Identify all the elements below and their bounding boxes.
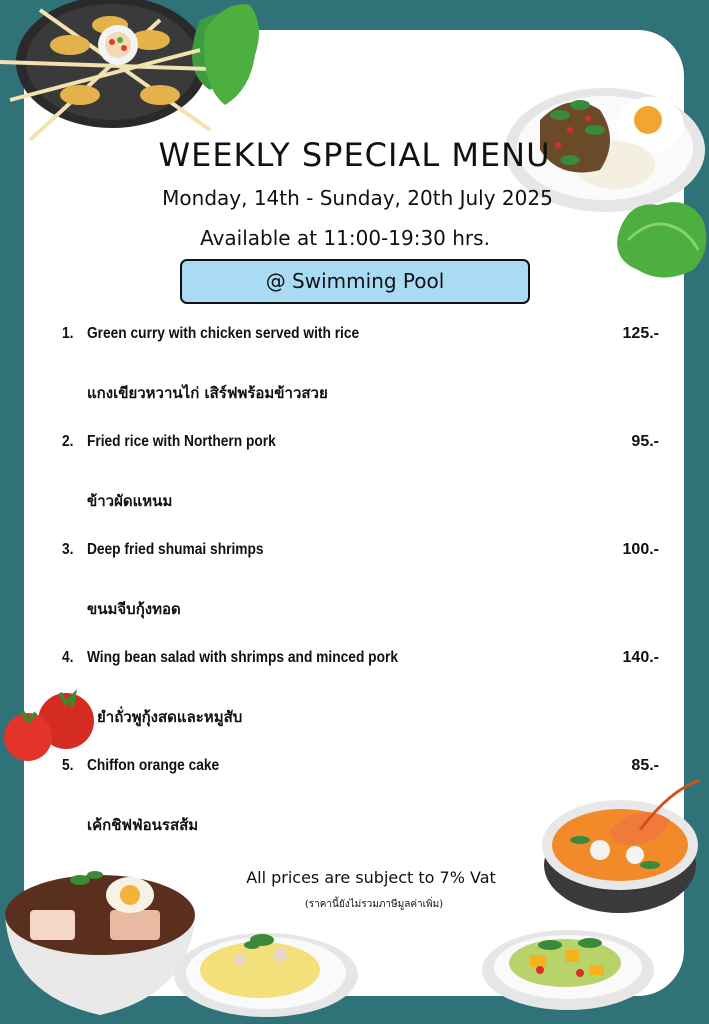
item-number: 5. [62, 757, 74, 774]
fried-rice-plate-illustration [170, 915, 365, 1020]
green-curry-plate-illustration [480, 915, 660, 1015]
item-price: 95.- [631, 433, 659, 450]
item-price: 85.- [631, 757, 659, 774]
item-thai-name: แกงเขียวหวานไก่ เสิร์ฟพร้อมข้าวสวย [87, 384, 328, 402]
menu-item-5 [62, 757, 576, 781]
item-name: Deep fried shumai shrimps [86, 541, 264, 558]
tomatoes-illustration [0, 685, 100, 765]
date-range: Monday, 14th - Sunday, 20th July 2025 [162, 186, 553, 210]
item-number: 4. [62, 649, 74, 666]
item-thai-name: ยำถั่วพูกุ้งสดและหมูสับ [97, 708, 243, 726]
item-thai-name: ขนมจีบกุ้งทอด [87, 600, 181, 618]
opening-hours: Available at 11:00-19:30 hrs. [200, 226, 490, 250]
menu-title: WEEKLY SPECIAL MENU [158, 136, 551, 174]
item-name: Green curry with chicken served with rice [86, 325, 360, 342]
item-price: 125.- [622, 325, 659, 342]
item-name: Fried rice with Northern pork [86, 433, 276, 450]
item-name: Chiffon orange cake [86, 757, 220, 774]
item-number: 3. [62, 541, 74, 558]
lettuce-illustration-top [195, 0, 265, 110]
item-price: 100.- [622, 541, 659, 558]
venue-badge: @ Swimming Pool [180, 259, 530, 304]
vat-note-thai: (ราคานี้ยังไม่รวมภาษีมูลค่าเพิ่ม) [304, 899, 444, 910]
item-number: 1. [62, 325, 74, 342]
item-thai-name: เค้กชิฟฟ่อนรสส้ม [87, 816, 199, 834]
menu-item-3 [62, 541, 576, 565]
menu-item-2 [62, 433, 576, 457]
item-price: 140.- [622, 649, 659, 666]
item-name: Wing bean salad with shrimps and minced pork [86, 649, 399, 666]
menu-item-1 [62, 325, 576, 349]
menu-item-4 [62, 649, 576, 673]
vat-note: All prices are subject to 7% Vat [246, 868, 496, 887]
item-number: 2. [62, 433, 74, 450]
item-thai-name: ข้าวผัดแหนม [87, 492, 173, 510]
